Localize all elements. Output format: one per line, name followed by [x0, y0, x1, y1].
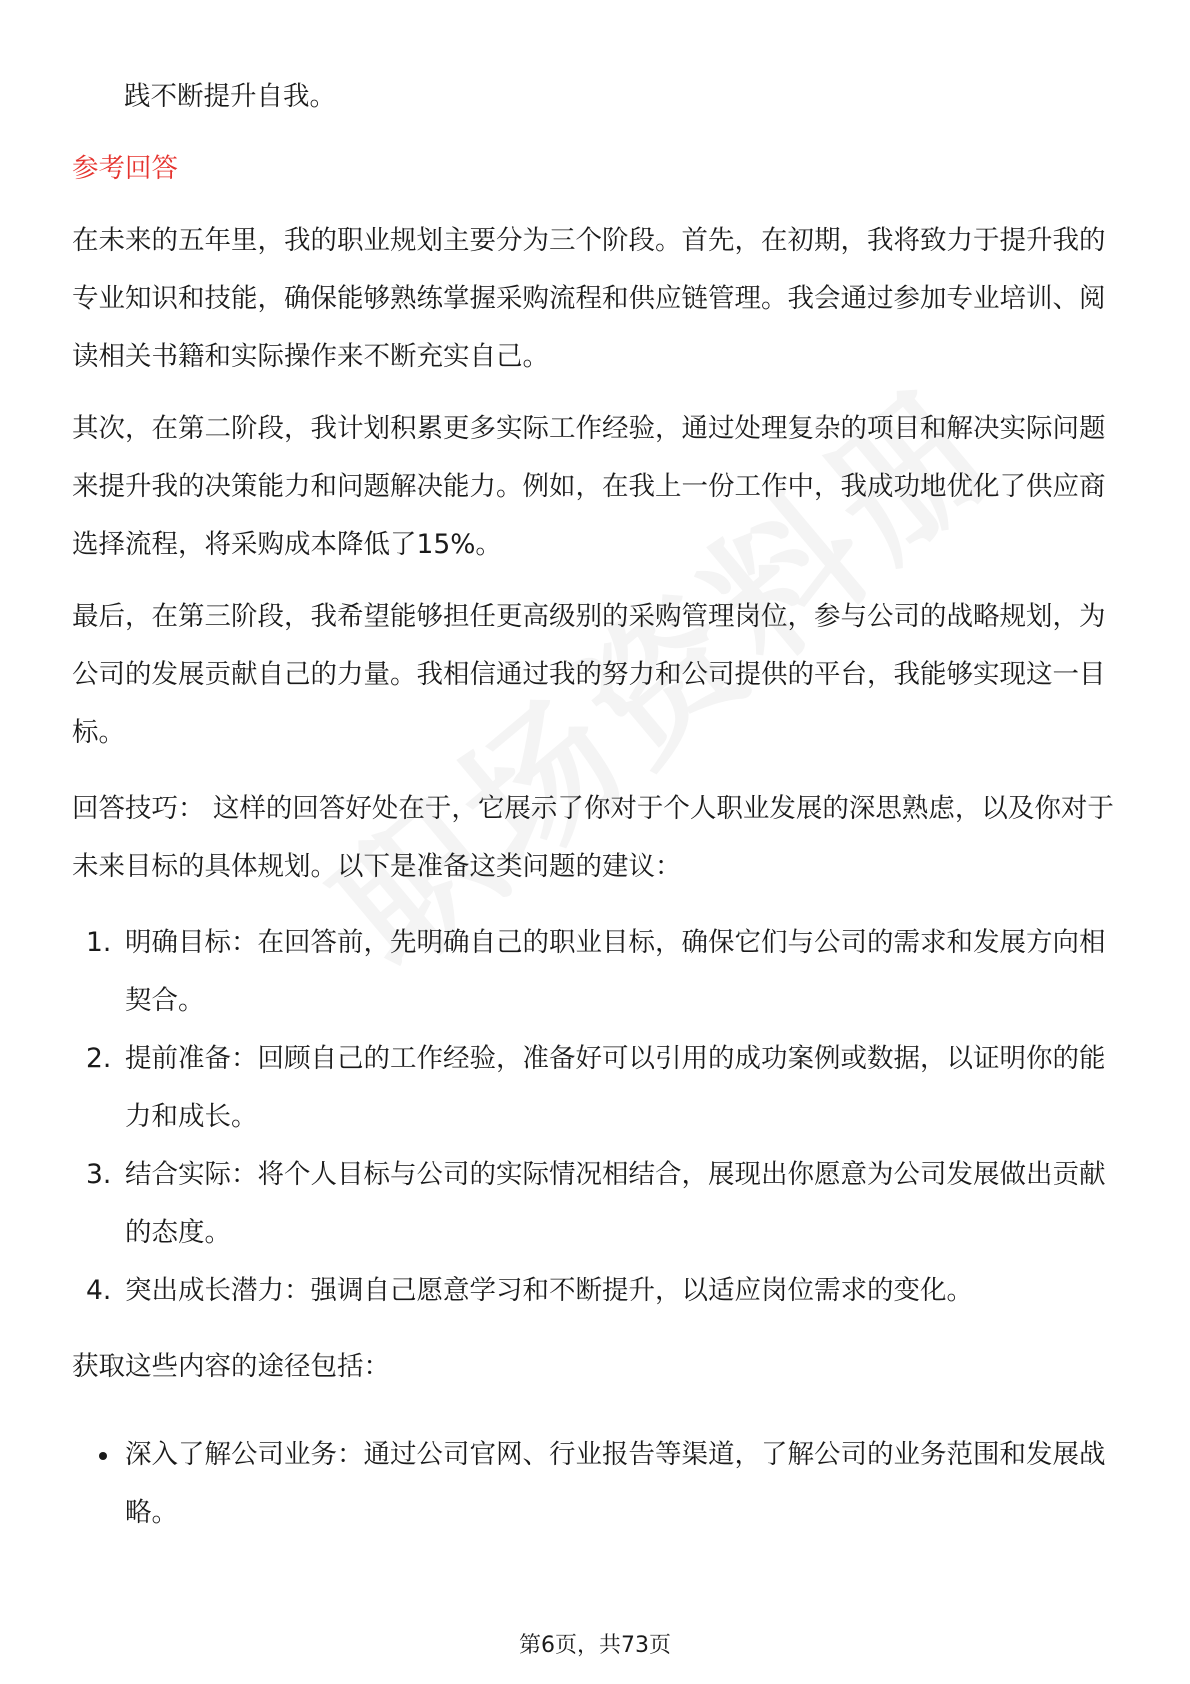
list-item-text: 结合实际：将个人目标与公司的实际情况相结合，展现出你愿意为公司发展做出贡献的态度。	[125, 1159, 1106, 1248]
page-content	[72, 68, 1128, 1542]
answer-paragraph-2: 其次，在第二阶段，我计划积累更多实际工作经验，通过处理复杂的项目和解决实际问题来提升我的决策能力和问题解决能力。例如，在我上一份工作中，我成功地优化了供应商选择流程，将采购成本降低了15%。	[72, 413, 1106, 560]
list-item	[72, 1426, 1128, 1542]
list-item	[72, 1146, 1128, 1262]
page-footer: 第6页，共73页	[519, 1633, 671, 1658]
list-number: 3.	[86, 1159, 112, 1190]
sources-intro: 获取这些内容的途径包括：	[72, 1351, 390, 1382]
tips-intro: 回答技巧： 这样的回答好处在于，它展示了你对于个人职业发展的深思熟虑，以及你对于未来目标的具体规划。以下是准备这类问题的建议：	[72, 793, 1114, 882]
continuation-text: 践不断提升自我。	[124, 81, 336, 112]
list-item-text: 深入了解公司业务：通过公司官网、行业报告等渠道，了解公司的业务范围和发展战略。	[125, 1439, 1106, 1528]
answer-paragraph-1: 在未来的五年里，我的职业规划主要分为三个阶段。首先，在初期，我将致力于提升我的专业知识和技能，确保能够熟练掌握采购流程和供应链管理。我会通过参加专业培训、阅读相关书籍和实际操作来不断充实自己。	[72, 225, 1106, 372]
section-title: 参考回答	[72, 153, 178, 184]
list-item	[72, 1262, 1128, 1320]
list-number: 1.	[86, 927, 112, 958]
list-number: 4.	[86, 1275, 112, 1306]
list-item-text: 突出成长潜力：强调自己愿意学习和不断提升，以适应岗位需求的变化。	[125, 1275, 973, 1306]
list-item	[72, 914, 1128, 1030]
bullet-icon	[99, 1452, 107, 1460]
list-item-text: 明确目标：在回答前，先明确自己的职业目标，确保它们与公司的需求和发展方向相契合。	[125, 927, 1106, 1016]
list-item	[72, 1030, 1128, 1146]
tips-list	[72, 914, 1128, 1320]
sources-list	[72, 1426, 1128, 1542]
list-item-text: 提前准备：回顾自己的工作经验，准备好可以引用的成功案例或数据，以证明你的能力和成长。	[125, 1043, 1106, 1132]
answer-paragraph-3: 最后，在第三阶段，我希望能够担任更高级别的采购管理岗位，参与公司的战略规划，为公司的发展贡献自己的力量。我相信通过我的努力和公司提供的平台，我能够实现这一目标。	[72, 601, 1106, 748]
list-number: 2.	[86, 1043, 112, 1074]
